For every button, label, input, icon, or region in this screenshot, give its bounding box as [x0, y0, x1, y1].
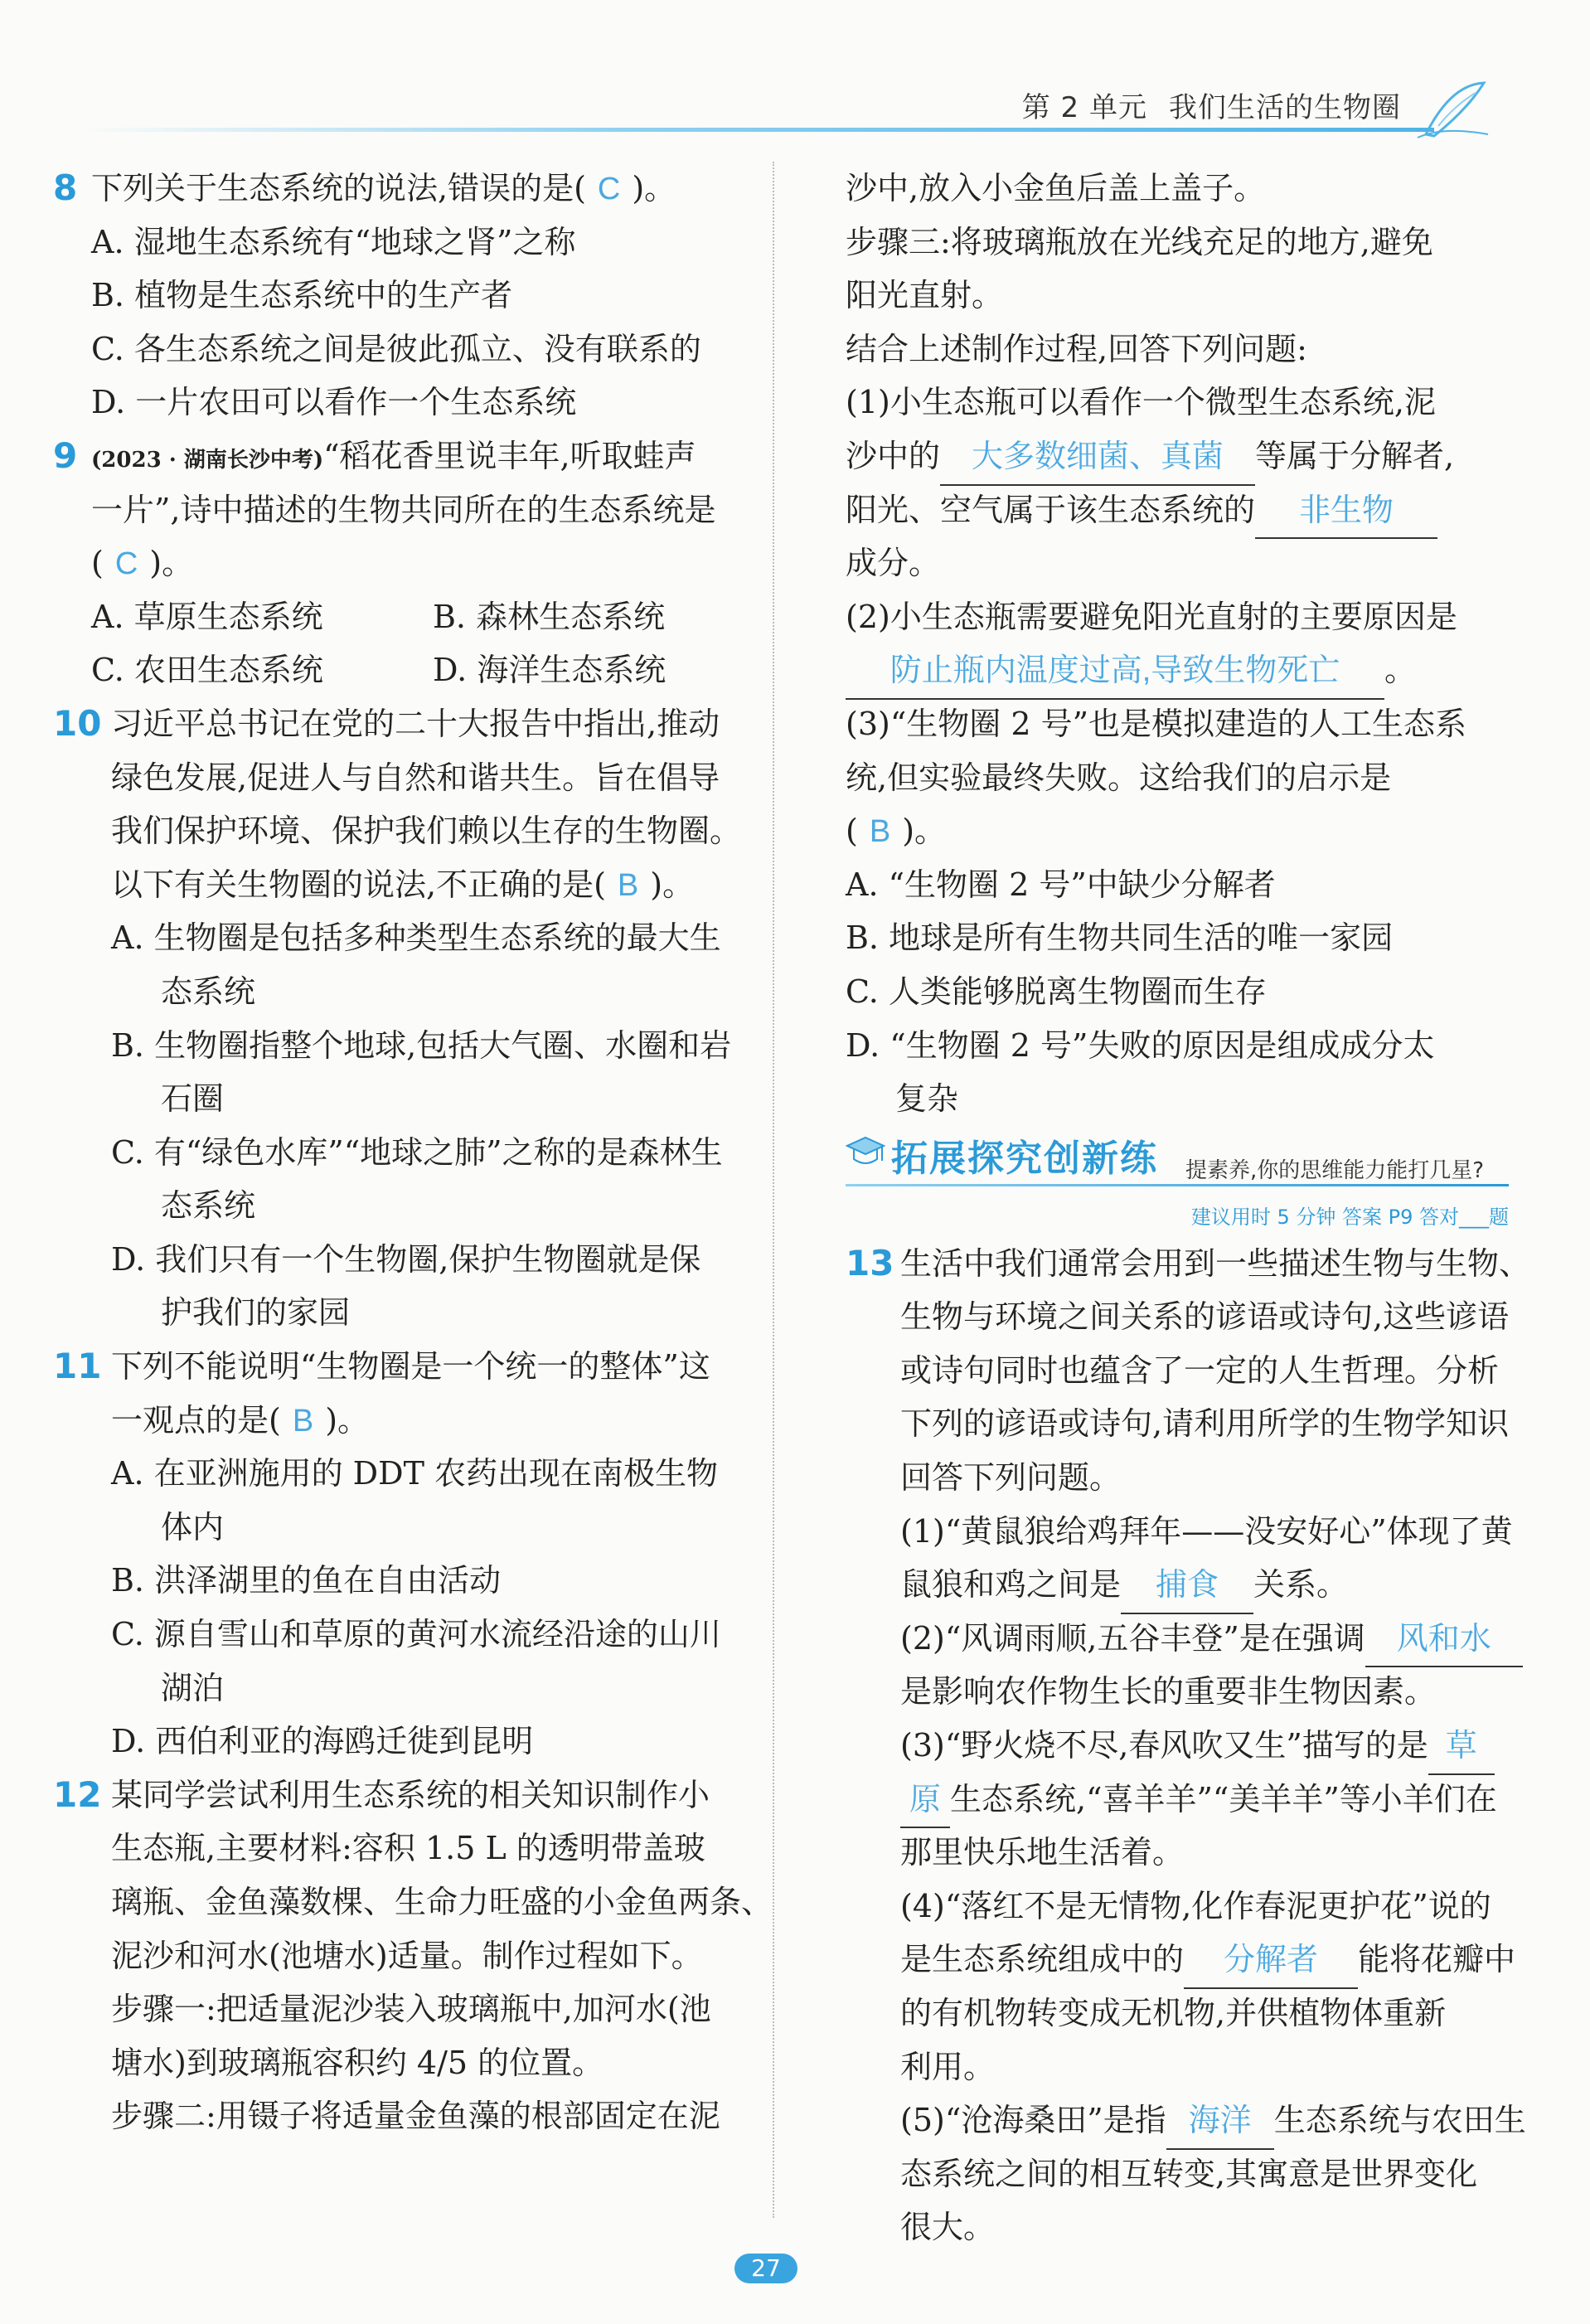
- question-9: 9 (2023 · 湖南长沙中考)“稻花香里说丰年,听取蛙声 一片”,诗中描述的生物共同所在的生态系统是 ( C )。 A. 草原生态系统 B. 森林生态系统 C. 农田生态系统 D. 海洋生态系统: [53, 429, 774, 697]
- question-number: 11: [53, 1346, 102, 1387]
- option-d: D. 海洋生态系统: [433, 652, 667, 689]
- header-unit: 第 2 单元: [1021, 91, 1147, 124]
- question-13: 13 生活中我们通常会用到一些描述生物与生物、 生物与环境之间关系的谚语或诗句,这些谚语 或诗句同时也蕴含了一定的人生哲理。分析 下列的谚语或诗句,请利用所学的生物学知识 回答下列问题。 (1)“黄鼠狼给鸡拜年——没安好心”体现了黄 鼠狼和鸡之间是 捕食 关系。 (2)“风调雨顺,五谷丰登”是在强调 风和水 是影响农作物生长的重要非生物因素。 (3)“野火烧不尽,春风吹又生”描写的是 草 原 生态系统,“喜羊羊”“美羊羊”等小羊们在 那里快乐地生活着。 (4)“落红不是无情物,化作春泥更护花”说的 是生态系统组成中的 分解者 能将花瓣中 的有机物转变成无机物,并供植物体重新 利用。 (5)“沧海桑田”是指 海洋 生态系统与农田生 态系统之间的相互转变,其寓意是世界变化 很大。: [846, 1237, 1509, 2254]
- answer-blank: 捕食: [1121, 1559, 1253, 1614]
- option-a: A. “生物圈 2 号”中缺少分解者: [846, 866, 1276, 903]
- question-number: 12: [53, 1773, 102, 1815]
- option-c: C. 源自雪山和草原的黄河水流经沿途的山川: [111, 1616, 721, 1653]
- right-column: 沙中,放入小金鱼后盖上盖子。 步骤三:将玻璃瓶放在光线充足的地方,避免 阳光直射。 结合上述制作过程,回答下列问题: (1)小生态瓶可以看作一个微型生态系统,泥 沙中的 大多数细菌、真菌 等属于分解者, 阳光、空气属于该生态系统的 非生物 成分。 (2)小生态瓶需要避免阳光直射的主要原因是 防止瓶内温度过高,导致生物死亡 。 (3)“生物圈 2 号”也是模拟建造的人工生态系 统,但实验最终失败。这给我们的启示是 ( B )。 A. “生物圈 2 号”中缺少分解者 B. 地球是所有生物共同生活的唯一家园 C. 人类能够脱离生物圈而生存 D. “生物圈 2 号”失败的原因是组成成分太 复杂 拓展探究创新练 提素养,你的思维能力能打几星? 建议用时 5 分钟 答案 P9 答对___题 13 生活中我们通常会用到一些描述生物与生物、 生物与环境之间关系的谚语或诗句,这些谚语 或诗句同时也蕴含了一定的人生哲理。分析 下列的谚语或诗句,请利用所学的生物学知识 回答下列问题。 (1)“黄鼠狼给鸡拜年——没安好心”体现了黄 鼠狼和鸡之间是 捕食 关系。 (2)“风调雨顺,五谷丰登”是在强调 风和水 是影响农作物生长的重要非生物因素。 (3)“野火烧不尽,春风吹又生”描写的是 草 原 生态系统,“喜羊羊”“美羊羊”等小羊们在 那里快乐地生活着。 (4)“落红不是无情物,化作春泥更护花”说的 是生态系统组成中的 分解者 能将花瓣中 的有机物转变成无机物,并供植物体重新 利用。 (5)“沧海桑田”是指 海洋 生态系统与农田生 态系统之间的相互转变,其寓意是世界变化 很大。: [846, 162, 1509, 2254]
- option-b: B. 森林生态系统: [433, 598, 666, 635]
- option-d: D. 西伯利亚的海鸥迁徙到昆明: [111, 1723, 534, 1760]
- header-rule: [83, 128, 1434, 132]
- answer-blank: 风和水: [1365, 1613, 1523, 1668]
- option-c: C. 人类能够脱离生物圈而生存: [846, 973, 1267, 1010]
- option-c: C. 有“绿色水库”“地球之肺”之称的是森林生: [111, 1133, 723, 1171]
- banner-rule: [846, 1184, 1509, 1186]
- answer-blank: 防止瓶内温度过高,导致生物死亡: [846, 644, 1384, 700]
- question-stem: (2023 · 湖南长沙中考)“稻花香里说丰年,听取蛙声: [91, 437, 696, 474]
- option-a: A. 在亚洲施用的 DDT 农药出现在南极生物: [111, 1455, 719, 1492]
- answer-blank: 草: [1428, 1720, 1495, 1775]
- option-b: B. 地球是所有生物共同生活的唯一家园: [846, 919, 1394, 957]
- section-hint: 建议用时 5 分钟 答案 P9 答对___题: [1190, 1205, 1509, 1229]
- answer-choice: C: [114, 546, 138, 582]
- option-d: D. “生物圈 2 号”失败的原因是组成成分太: [846, 1026, 1435, 1064]
- option-a: A. 湿地生态系统有“地球之肾”之称: [91, 223, 576, 260]
- option-a: A. 草原生态系统: [91, 598, 323, 635]
- option-b: B. 植物是生态系统中的生产者: [91, 277, 513, 314]
- answer-choice: B: [292, 1403, 314, 1439]
- header-title: 我们生活的生物圈: [1169, 91, 1401, 124]
- answer-blank: 原: [900, 1773, 950, 1829]
- question-number: 13: [846, 1242, 894, 1283]
- option-c: C. 农田生态系统: [91, 652, 323, 689]
- answer-blank: 海洋: [1166, 2094, 1274, 2150]
- option-d: D. 我们只有一个生物圈,保护生物圈就是保: [111, 1240, 701, 1278]
- page-number: 27: [734, 2254, 797, 2283]
- pen-nib-icon: [1409, 76, 1492, 143]
- question-12: 12 某同学尝试利用生态系统的相关知识制作小 生态瓶,主要材料:容积 1.5 L 的透明带盖玻 璃瓶、金鱼藻数棵、生命力旺盛的小金鱼两条、 泥沙和河水(池塘水)适量。制作过程如下。 步骤一:把适量泥沙装入玻璃瓶中,加河水(池 塘水)到玻璃瓶容积约 4/5 的位置。 步骤二:用镊子将适量金鱼藻的根部固定在泥: [53, 1768, 774, 2143]
- section-title: 拓展探究创新练: [891, 1137, 1158, 1180]
- section-tagline: 提素养,你的思维能力能打几星?: [1185, 1157, 1485, 1183]
- left-column: [53, 162, 774, 2143]
- header-text: [1022, 85, 1401, 125]
- answer-choice: C: [597, 172, 621, 206]
- option-c: C. 各生态系统之间是彼此孤立、没有联系的: [91, 330, 701, 367]
- question-source: (2023 · 湖南长沙中考): [91, 447, 324, 473]
- question-stem: 下列关于生态系统的说法,错误的是( C )。: [91, 170, 676, 206]
- option-a: A. 生物圈是包括多种类型生态系统的最大生: [111, 919, 721, 957]
- option-d: D. 一片农田可以看作一个生态系统: [91, 384, 577, 421]
- extension-section-banner: [846, 1129, 1509, 1229]
- question-number: 8: [53, 167, 78, 208]
- question-number: 10: [53, 702, 102, 744]
- answer-blank: 非生物: [1255, 484, 1437, 540]
- question-11: 11 下列不能说明“生物圈是一个统一的整体”这 一观点的是( B )。 A. 在亚洲施用的 DDT 农药出现在南极生物 体内 B. 洪泽湖里的鱼在自由活动 C. 源自雪山和草原的黄河水流经沿途的山川 湖泊 D. 西伯利亚的海鸥迁徙到昆明: [53, 1340, 774, 1768]
- graduation-cap-icon: [846, 1133, 885, 1174]
- question-8: [53, 162, 774, 429]
- answer-choice: B: [869, 814, 891, 850]
- question-10: 10 习近平总书记在党的二十大报告中指出,推动 绿色发展,促进人与自然和谐共生。旨在倡导 我们保护环境、保护我们赖以生存的生物圈。 以下有关生物圈的说法,不正确的是( B )。 A. 生物圈是包括多种类型生态系统的最大生 态系统 B. 生物圈指整个地球,包括大气圈、水圈和岩 石圈 C. 有“绿色水库”“地球之肺”之称的是森林生 态系统 D. 我们只有一个生物圈,保护生物圈就是保 护我们的家园: [53, 697, 774, 1340]
- answer-blank: 分解者: [1184, 1933, 1358, 1989]
- page-header: [83, 76, 1492, 143]
- answer-choice: B: [617, 867, 639, 903]
- option-b: B. 洪泽湖里的鱼在自由活动: [111, 1562, 502, 1599]
- option-b: B. 生物圈指整个地球,包括大气圈、水圈和岩: [111, 1026, 732, 1064]
- answer-blank: 大多数细菌、真菌: [940, 430, 1255, 486]
- question-number: 9: [53, 434, 78, 476]
